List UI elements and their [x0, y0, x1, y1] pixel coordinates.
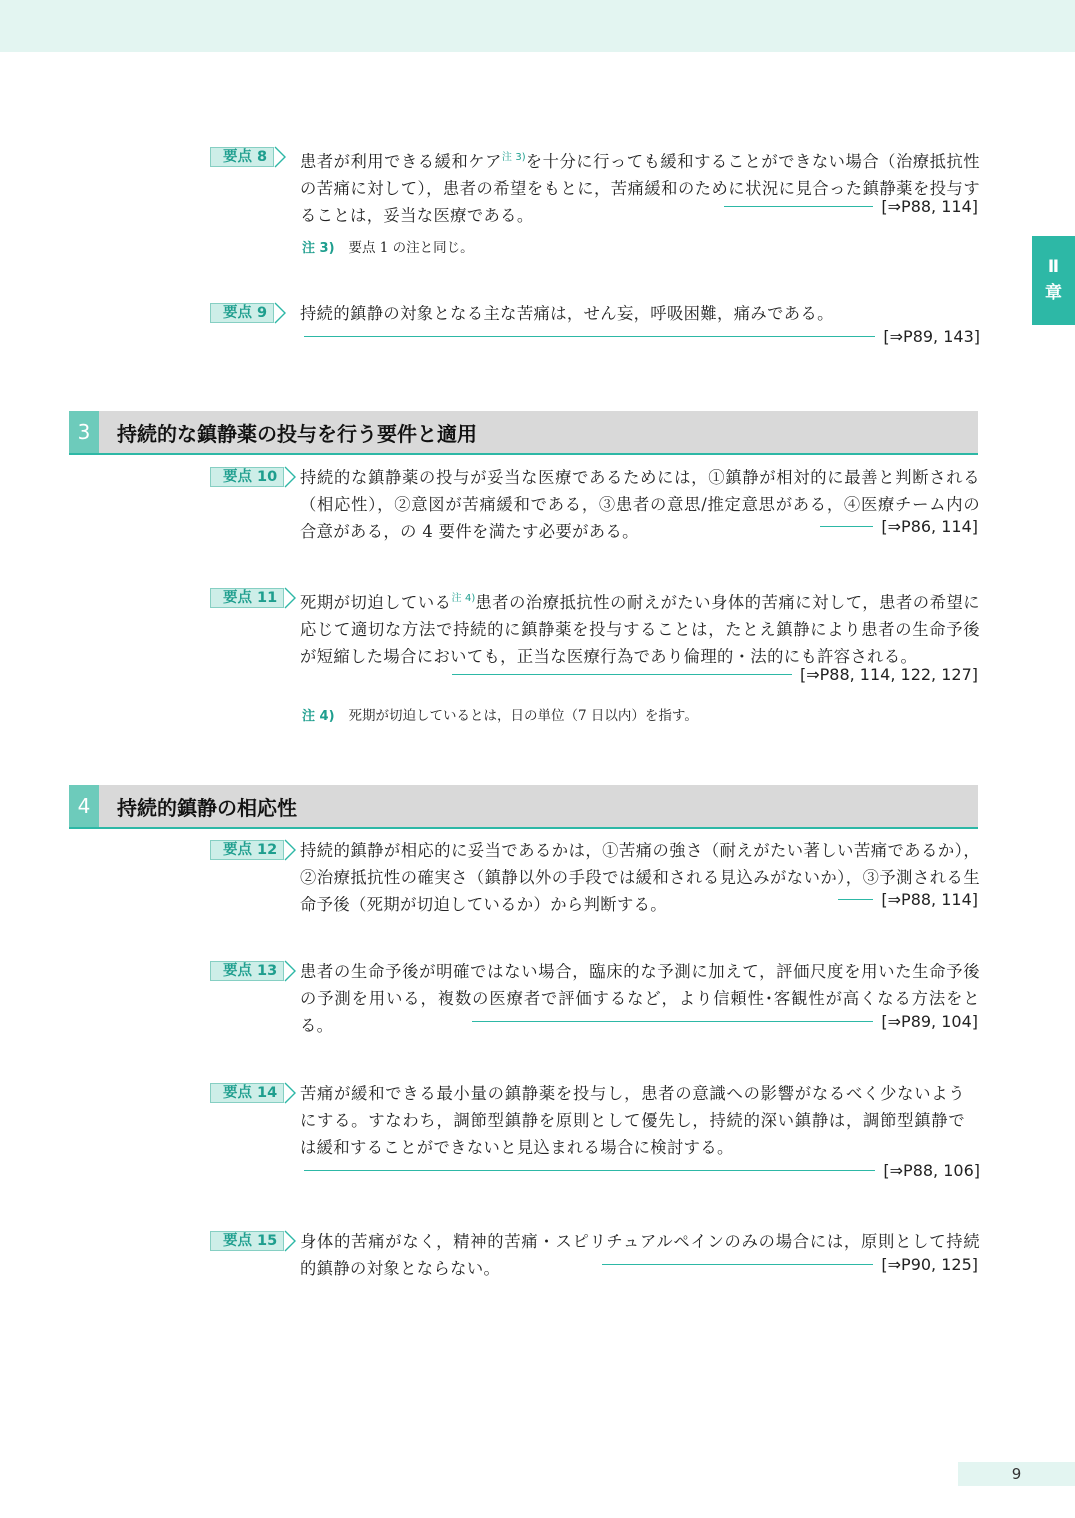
chevron-right-icon	[284, 960, 296, 982]
point-badge-label: 要点 8	[210, 147, 274, 167]
divider	[452, 674, 792, 675]
divider	[724, 206, 873, 207]
point-badge	[210, 1231, 296, 1251]
point-text: 苦痛が緩和できる最小量の鎮静薬を投与し，患者の意識への影響がなるべく少ないようにする。すなわち，調節型鎮静を原則として優先し，持続的深い鎮静は，調節型鎮静では緩和することができないと見込まれる場合に検討する。	[300, 1084, 965, 1157]
point-13-refline	[300, 1012, 978, 1031]
point-12-refline	[300, 890, 978, 909]
point-badge	[210, 840, 296, 860]
point-14	[210, 1080, 980, 1180]
section-heading-3	[69, 411, 978, 455]
point-8	[210, 144, 980, 229]
chevron-right-icon	[274, 302, 286, 324]
note-ref-superscript[interactable]: 注 4)	[451, 593, 476, 604]
chevron-right-icon	[274, 146, 286, 168]
divider	[304, 336, 875, 337]
point-text	[300, 144, 980, 229]
point-text: 身体的苦痛がなく，精神的苦痛・スピリチュアルペインのみの場合には，原則として持続的鎮静の対象とならない。	[300, 1232, 980, 1278]
point-refline	[300, 1161, 980, 1180]
note-text: 要点 1 の注と同じ。	[348, 240, 474, 256]
page-reference-link[interactable]: [⇒P89, 143]	[883, 327, 980, 346]
page-reference-link[interactable]: [⇒P86, 114]	[881, 517, 978, 536]
point-text-part: を十分に行っても緩和することができない場合（治療抵抗性の苦痛に対して），患者の希望をもとに，苦痛緩和のために状況に見合った鎮静薬を投与することは，妥当な医療である。	[300, 152, 980, 225]
point-11	[210, 585, 980, 670]
section-number: 4	[69, 785, 99, 827]
note-3	[302, 238, 474, 259]
point-text-part: 死期が切迫している	[300, 593, 452, 612]
point-text: 持続的な鎮静薬の投与が妥当な医療であるためには，①鎮静が相対的に最善と判断される（相応性），②意図が苦痛緩和である，③患者の意思/推定意思がある，④医療チーム内の合意がある，の 4 要件を満たす必要がある。	[300, 468, 980, 541]
point-10-refline	[300, 517, 978, 536]
point-badge	[210, 467, 296, 487]
page-number: 9	[958, 1462, 1075, 1486]
point-15-refline	[300, 1255, 978, 1274]
divider	[304, 1170, 875, 1171]
page-reference-link[interactable]: [⇒P89, 104]	[881, 1012, 978, 1031]
section-title: 持続的鎮静の相応性	[117, 795, 297, 820]
point-badge-label: 要点 11	[210, 588, 284, 608]
point-text: 持続的鎮静の対象となる主な苦痛は，せん妄，呼吸困難，痛みである。	[300, 304, 834, 323]
point-text-part: 患者が利用できる緩和ケア	[300, 152, 502, 171]
point-badge-label: 要点 12	[210, 840, 284, 860]
point-badge	[210, 1083, 296, 1103]
point-text: 持続的鎮静が相応的に妥当であるかは，①苦痛の強さ（耐えがたい著しい苦痛であるか），②治療抵抗性の確実さ（鎮静以外の手段では緩和される見込みがないか），③予測される生命予後（死期が切迫しているか）から判断する。	[300, 841, 980, 914]
divider	[602, 1264, 873, 1265]
point-badge-label: 要点 10	[210, 467, 284, 487]
chevron-right-icon	[284, 839, 296, 861]
point-8-refline	[300, 197, 978, 216]
page-reference-link[interactable]: [⇒P88, 114, 122, 127]	[799, 665, 978, 684]
point-badge-label: 要点 9	[210, 303, 274, 323]
chevron-right-icon	[284, 1082, 296, 1104]
note-label: 注 4)	[302, 709, 335, 724]
chapter-tab[interactable]	[1032, 236, 1075, 325]
note-ref-superscript[interactable]: 注 3)	[501, 152, 526, 163]
chevron-right-icon	[284, 466, 296, 488]
note-text: 死期が切迫しているとは，日の単位（7 日以内）を指す。	[348, 708, 698, 724]
divider	[838, 899, 873, 900]
point-refline	[300, 327, 980, 346]
note-label: 注 3)	[302, 241, 335, 256]
point-badge	[210, 303, 286, 323]
chevron-right-icon	[284, 587, 296, 609]
point-badge-label: 要点 13	[210, 961, 284, 981]
point-badge	[210, 588, 296, 608]
divider	[472, 1021, 873, 1022]
point-text	[300, 585, 980, 670]
section-heading-4	[69, 785, 978, 829]
divider	[820, 526, 873, 527]
point-badge-label: 要点 14	[210, 1083, 284, 1103]
point-text-part: 患者の治療抵抗性の耐えがたい身体的苦痛に対して，患者の希望に応じて適切な方法で持続的に鎮静薬を投与することは，たとえ鎮静により患者の生命予後が短縮した場合においても，正当な医療行為であり倫理的・法的にも許容される。	[300, 593, 980, 666]
section-title: 持続的な鎮静薬の投与を行う要件と適用	[117, 421, 477, 446]
point-badge	[210, 147, 286, 167]
page-reference-link[interactable]: [⇒P88, 106]	[883, 1161, 980, 1180]
note-4	[302, 706, 698, 727]
point-9	[210, 300, 980, 346]
point-badge-label: 要点 15	[210, 1231, 284, 1251]
point-text: 患者の生命予後が明確ではない場合，臨床的な予測に加えて，評価尺度を用いた生命予後の予測を用いる，複数の医療者で評価するなど，より信頼性･客観性が高くなる方法をとる。	[300, 962, 980, 1035]
chapter-numeral: Ⅱ	[1047, 257, 1060, 277]
point-badge	[210, 961, 296, 981]
chevron-right-icon	[284, 1230, 296, 1252]
page-reference-link[interactable]: [⇒P88, 114]	[881, 890, 978, 909]
page-reference-link[interactable]: [⇒P88, 114]	[881, 197, 978, 216]
header-band	[0, 0, 1075, 52]
page-reference-link[interactable]: [⇒P90, 125]	[881, 1255, 978, 1274]
point-11-refline	[300, 665, 978, 684]
chapter-label: 章	[1045, 283, 1062, 303]
section-number: 3	[69, 411, 99, 453]
